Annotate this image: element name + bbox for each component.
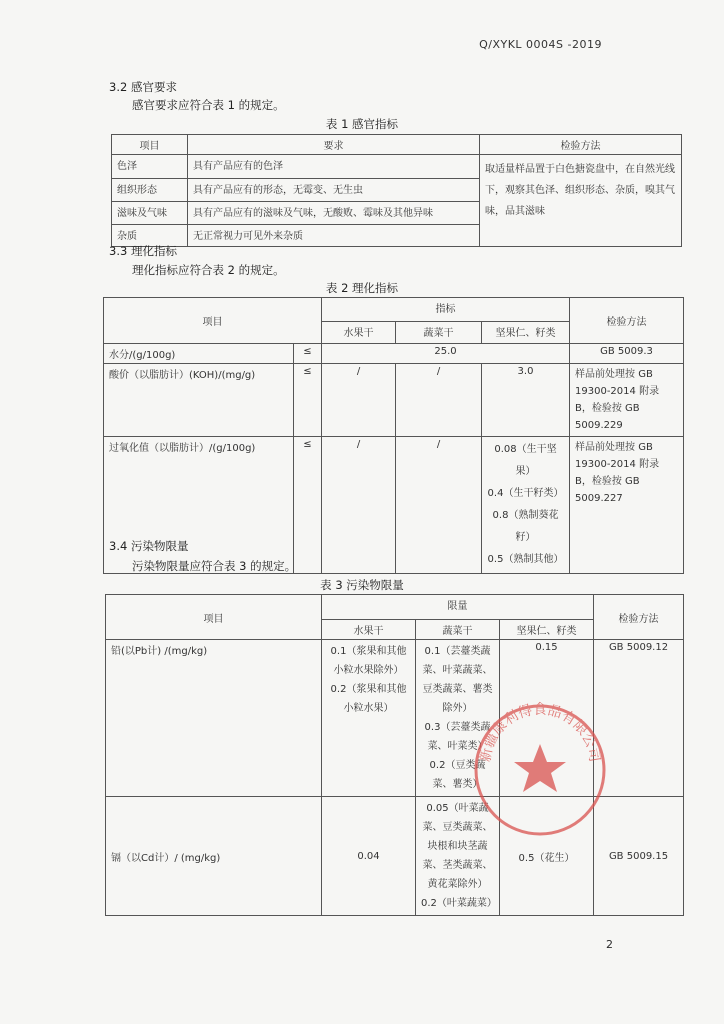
section-3-2-heading: 3.2 感官要求	[109, 80, 177, 94]
table-2-sub-vegetable: 蔬菜干	[396, 322, 482, 344]
table-1-header-requirement: 要求	[188, 135, 480, 155]
table-2-value-line: 0.8（熟制葵花籽）	[492, 510, 559, 543]
table-1-cell: 杂质	[112, 225, 188, 247]
table-2-method: 样品前处理按 GB 19300-2014 附录 B，检验按 GB 5009.227	[570, 437, 684, 574]
table-2-operator: ≤	[294, 344, 322, 364]
table-3-value-line: 0.05（叶菜蔬菜、豆类蔬菜、块根和块茎蔬菜、茎类蔬菜、黄花菜除外）	[422, 803, 493, 890]
table-2-physicochemical	[103, 297, 684, 574]
table-3-header-method: 检验方法	[594, 595, 684, 640]
table-2-sub-fruit: 水果干	[322, 322, 396, 344]
table-2-operator: ≤	[294, 364, 322, 437]
table-2-value-line: 0.5（熟制其他）	[487, 554, 564, 565]
table-2-item: 过氧化值（以脂肪计）/(g/100g)	[104, 437, 294, 574]
table-3-value: 0.04	[322, 797, 416, 916]
table-2-method: 样品前处理按 GB 19300-2014 附录 B，检验按 GB 5009.229	[570, 364, 684, 437]
table-2-sub-nuts: 坚果仁、籽类	[482, 322, 570, 344]
table-3-header-item: 项目	[106, 595, 322, 640]
table-3-value: 0.15	[500, 640, 594, 797]
table-3-sub-vegetable: 蔬菜干	[416, 620, 500, 640]
table-3-value-list	[322, 640, 416, 797]
table-3-value: 0.5（花生）	[500, 797, 594, 916]
table-2-header-item: 项目	[104, 298, 322, 344]
table-2-operator: ≤	[294, 437, 322, 574]
binding-edge-mark	[712, 322, 724, 402]
section-3-4-text: 污染物限量应符合表 3 的规定。	[132, 559, 297, 573]
table-3-sub-nuts: 坚果仁、籽类	[500, 620, 594, 640]
section-3-3-text: 理化指标应符合表 2 的规定。	[132, 263, 285, 277]
table-2-caption: 表 2 理化指标	[325, 281, 399, 295]
table-3-method: GB 5009.12	[594, 640, 684, 797]
table-1-header-item: 项目	[112, 135, 188, 155]
table-2-value: 25.0	[322, 344, 570, 364]
table-2-header-method: 检验方法	[570, 298, 684, 344]
table-2-value: /	[396, 437, 482, 574]
table-2-value-line: 0.08（生干坚果）	[494, 444, 557, 477]
table-2-method: GB 5009.3	[570, 344, 684, 364]
table-1-header-method: 检验方法	[480, 135, 682, 155]
table-2-value: /	[322, 364, 396, 437]
table-1-sensory	[111, 134, 682, 247]
table-3-item: 镉（以Cd计）/ (mg/kg)	[106, 797, 322, 916]
table-1-cell: 无正常视力可见外来杂质	[188, 225, 480, 247]
section-3-3-heading: 3.3 理化指标	[109, 244, 177, 258]
table-3-method: GB 5009.15	[594, 797, 684, 916]
table-3-value-line: 0.2（叶菜蔬菜）	[421, 898, 497, 909]
table-2-value: 3.0	[482, 364, 570, 437]
table-3-value-line: 0.2（浆果和其他小粒水果）	[330, 684, 407, 714]
table-2-value-list	[482, 437, 570, 574]
table-3-value-line: 0.1（浆果和其他小粒水果除外）	[330, 646, 407, 676]
table-2-value-line: 0.4（生干籽类）	[487, 488, 564, 499]
table-2-header-index: 指标	[322, 298, 570, 322]
table-1-cell: 色泽	[112, 155, 188, 179]
table-2-value: /	[322, 437, 396, 574]
table-1-cell: 具有产品应有的滋味及气味，无酸败、霉味及其他异味	[188, 202, 480, 225]
section-3-2-text: 感官要求应符合表 1 的规定。	[132, 98, 285, 112]
section-3-4-heading: 3.4 污染物限量	[109, 539, 189, 553]
table-1-method: 取适量样品置于白色搪瓷盘中，在自然光线下，观察其色泽、组织形态、杂质，嗅其气味，品其滋味	[480, 155, 682, 247]
table-3-sub-fruit: 水果干	[322, 620, 416, 640]
table-2-item: 酸价（以脂肪计）(KOH)/(mg/g)	[104, 364, 294, 437]
company-seal-stamp	[470, 700, 610, 840]
document-code: Q/XYKL 0004S -2019	[479, 38, 602, 51]
table-3-header-limit: 限量	[322, 595, 594, 620]
table-2-item: 水分/(g/100g)	[104, 344, 294, 364]
table-3-value-line: 0.2（豆类蔬菜、薯类）	[429, 760, 486, 790]
table-1-cell: 滋味及气味	[112, 202, 188, 225]
table-1-cell: 具有产品应有的色泽	[188, 155, 480, 179]
page-number: 2	[606, 938, 613, 951]
table-3-item: 铅(以Pb计) /(mg/kg)	[106, 640, 322, 797]
table-3-caption: 表 3 污染物限量	[320, 578, 404, 592]
table-1-cell: 组织形态	[112, 179, 188, 202]
table-3-value-line: 0.1（芸薹类蔬菜、叶菜蔬菜、豆类蔬菜、薯类除外）	[422, 646, 493, 714]
table-1-caption: 表 1 感官指标	[325, 117, 399, 131]
seal-star-icon	[514, 744, 566, 792]
table-2-value: /	[396, 364, 482, 437]
table-1-cell: 具有产品应有的形态，无霉变、无生虫	[188, 179, 480, 202]
table-3-value-line: 0.3（芸薹类蔬菜、叶菜类）	[424, 722, 491, 752]
seal-text: 新疆康利得食品有限公司	[477, 702, 603, 764]
